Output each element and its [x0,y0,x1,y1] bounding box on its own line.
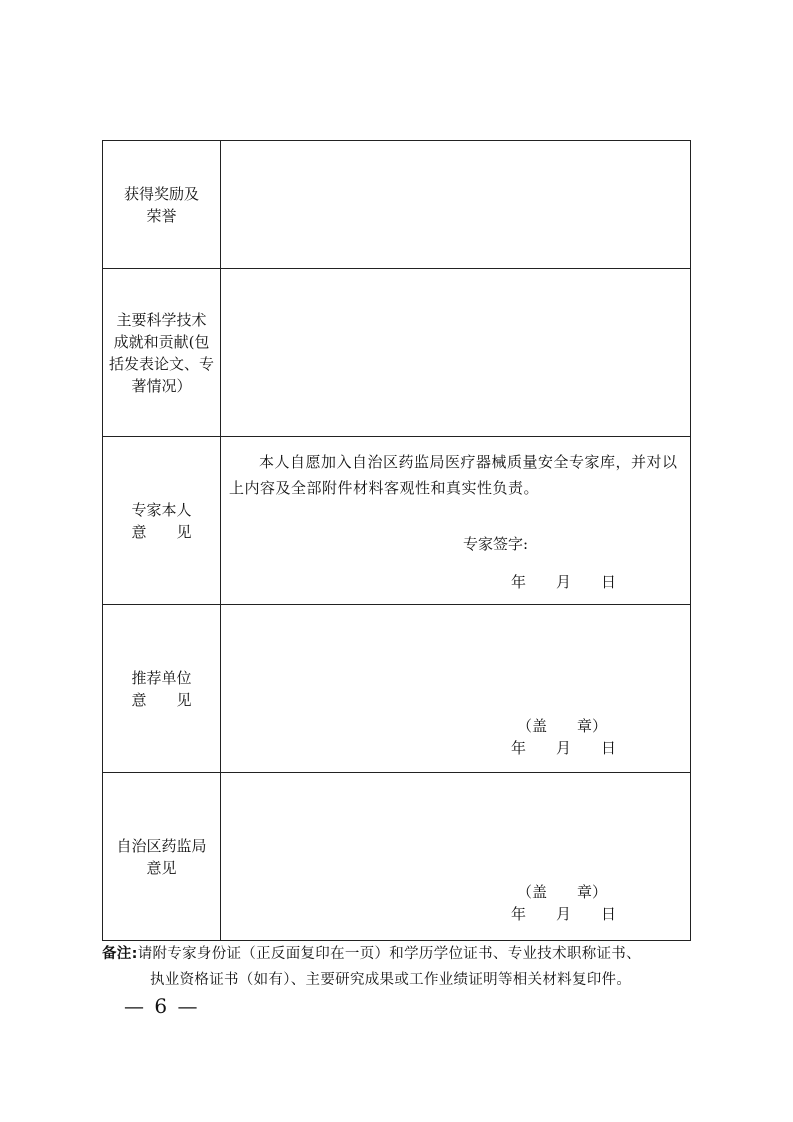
achievements-label-line: 成就和贡献(包 [113,332,210,351]
expert-opinion-row [103,437,691,605]
expert-application-form [102,140,691,941]
footnote-line-2: 执业资格证书（如有）、主要研究成果或工作业绩证明等相关材料复印件。 [150,972,632,988]
awards-label-line: 荣誉 [146,206,177,225]
recommend-opinion-row [103,605,691,773]
recommend-opinion-label-line: 意 见 [131,690,192,709]
footnote [102,941,702,993]
achievements-label-line: 括发表论文、专 [109,354,215,373]
awards-content[interactable] [221,141,691,269]
achievements-row [103,269,691,437]
recommend-date: 年 月 日 [511,739,617,757]
bureau-opinion-content[interactable] [221,773,691,941]
recommend-opinion-label-line: 推荐单位 [131,668,192,687]
bureau-opinion-label-line: 自治区药监局 [116,836,207,855]
footnote-line-1: 请附专家身份证（正反面复印在一页）和学历学位证书、专业技术职称证书、 [137,946,641,962]
achievements-label-line: 著情况） [131,376,192,395]
awards-label-line: 获得奖励及 [123,184,199,203]
achievements-label [103,269,221,437]
awards-row [103,141,691,269]
expert-opinion-label [103,437,221,605]
expert-opinion-label-line: 专家本人 [131,500,192,519]
bureau-seal-text: （盖 章） [517,883,608,901]
bureau-opinion-row [103,773,691,941]
footnote-label: 备注: [102,946,138,962]
expert-date: 年 月 日 [511,573,617,591]
achievements-content[interactable] [221,269,691,437]
bureau-date: 年 月 日 [511,905,617,923]
bureau-opinion-label-line: 意见 [146,858,177,877]
awards-label [103,141,221,269]
page-number: — 6 — [124,994,200,1018]
expert-statement: 本人自愿加入自治区药监局医疗器械质量安全专家库，并对以上内容及全部附件材料客观性和真实性负责。 [229,453,678,497]
achievements-label-line: 主要科学技术 [116,310,207,329]
expert-opinion-label-line: 意 见 [131,522,192,541]
recommend-opinion-label [103,605,221,773]
bureau-opinion-label [103,773,221,941]
recommend-seal-text: （盖 章） [517,717,608,735]
expert-opinion-content[interactable] [221,437,691,605]
recommend-opinion-content[interactable] [221,605,691,773]
expert-signature-label: 专家签字: [463,535,529,553]
